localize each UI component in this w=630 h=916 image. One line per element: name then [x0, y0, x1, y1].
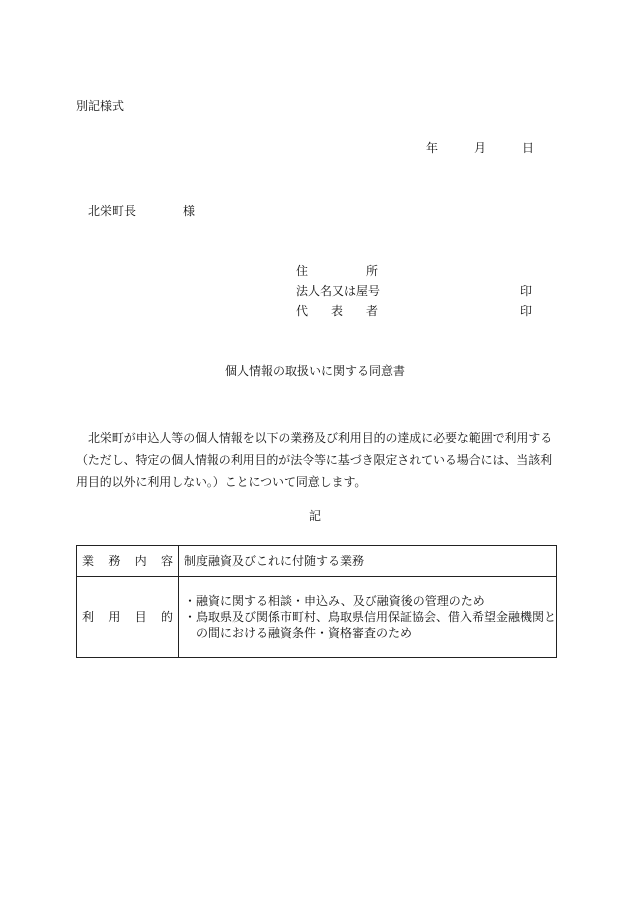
ki-heading: 記	[308, 509, 321, 523]
business-content-header: 業 務 内 容	[77, 546, 179, 577]
representative-label: 代 表 者	[296, 304, 378, 318]
purpose-bullet-1: ・融資に関する相談・申込み、及び融資後の管理のため	[183, 594, 485, 608]
consent-body	[76, 427, 557, 493]
table-row	[77, 546, 557, 577]
seal-mark-name: 印	[520, 284, 533, 298]
address-label: 住 所	[296, 264, 378, 278]
purpose-bullet-2: ・鳥取県及び関係市町村、鳥取県信用保証協会、借入希望金融機関と	[183, 610, 556, 624]
consent-text-line-2: （ただし、特定の個人情報の利用目的が法令等に基づき限定されている場合には、当該利	[76, 453, 553, 467]
purpose-header: 利 用 目 的	[77, 577, 179, 658]
addressee-name: 北栄町長	[88, 204, 137, 218]
document-title: 個人情報の取扱いに関する同意書	[224, 364, 405, 378]
table-row	[77, 577, 557, 658]
consent-text-line-1: 北栄町が申込人等の個人情報を以下の業務及び利用目的の達成に必要な範囲で利用する	[88, 431, 553, 445]
consent-detail-table	[76, 545, 557, 658]
seal-mark-representative: 印	[520, 304, 533, 318]
form-label: 別記様式	[76, 99, 125, 113]
corporate-name-label: 法人名又は屋号	[296, 284, 381, 298]
purpose-value	[178, 577, 556, 658]
date-year-label: 年	[426, 141, 439, 155]
addressee-suffix: 様	[183, 204, 196, 218]
date-line	[426, 142, 546, 156]
date-month-label: 月	[474, 141, 487, 155]
date-day-label: 日	[522, 141, 535, 155]
consent-text-line-3: 用目的以外に利用しない。）ことについて同意します。	[76, 475, 367, 489]
business-content-value: 制度融資及びこれに付随する業務	[178, 546, 556, 577]
purpose-bullet-2-continued: の間における融資条件・資格審査のため	[195, 626, 412, 640]
